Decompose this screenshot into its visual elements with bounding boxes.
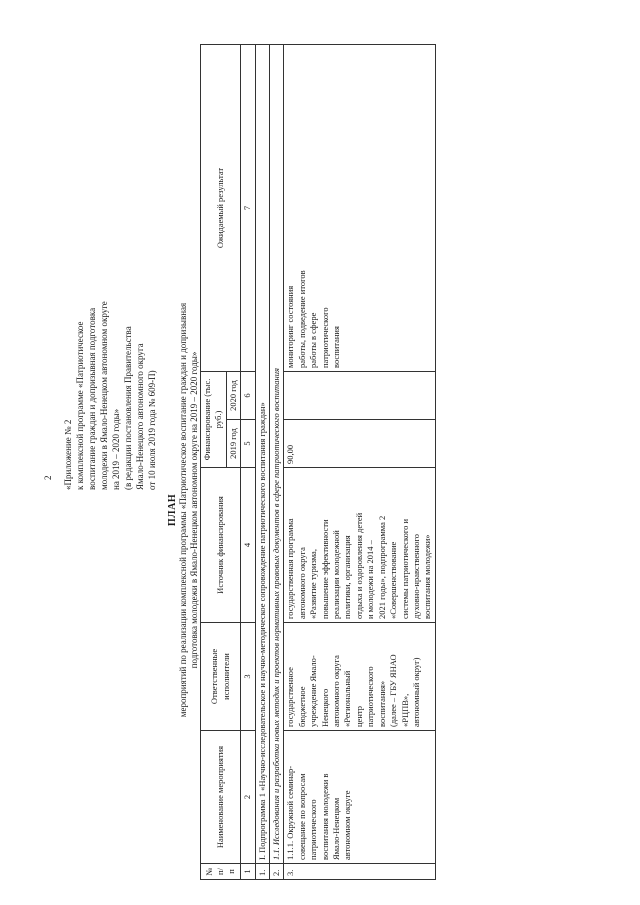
appendix-line: молодежи в Ямало-Ненецком автономном округе — [99, 301, 109, 490]
table-header-row — [201, 45, 227, 880]
cell-line: отдыха и оздоровления детей — [353, 512, 364, 619]
cell-line: реализации молодежной — [331, 530, 342, 619]
plan-heading — [167, 230, 200, 790]
cell-line: «Развитие туризма, — [308, 549, 319, 619]
cell-line: государственное — [285, 667, 296, 727]
table-row — [284, 45, 435, 880]
cell-line: воспитания молодежи в — [319, 773, 330, 860]
cell-line: «Совершенствование — [388, 541, 399, 619]
cell-line: патриотического — [365, 666, 376, 727]
row-number: 1. — [255, 864, 269, 880]
appendix-line: воспитание граждан и допризывная подготовка — [87, 307, 97, 490]
cell-line: духовно-нравственного — [410, 533, 421, 619]
cell-line: работы, подведение итогов — [296, 270, 307, 368]
col-number: 7 — [241, 45, 255, 372]
cell-line: государственная программа — [285, 518, 296, 619]
cell-line: системы патриотического и — [399, 518, 410, 619]
header-year-2019: 2019 год — [226, 420, 240, 468]
cell-line: воспитания» — [376, 680, 387, 727]
plan-subtitle-line1: мероприятий по реализации комплексной программы «Патриотическое воспитание граждан и допризывная — [178, 302, 188, 718]
appendix-block — [62, 35, 158, 490]
row-number: 2. — [270, 864, 284, 880]
col-number: 1 — [241, 864, 255, 880]
cell-line: «РЦПВ», — [399, 693, 410, 727]
cell-line: 2021 годы», подпрограмма 2 — [376, 515, 387, 619]
cell-line: воспитания — [331, 326, 342, 368]
cell-line: автономного округа — [331, 655, 342, 727]
col-number: 6 — [241, 372, 255, 420]
appendix-line: от 10 июля 2019 года № 609-П) — [147, 370, 157, 490]
cell-line: автономный округ) — [410, 657, 421, 727]
cell-line: патриотического — [319, 307, 330, 368]
header-executors: Ответственные исполнители — [201, 623, 241, 731]
col-number: 5 — [241, 420, 255, 468]
result-cell — [284, 45, 435, 372]
column-number-row — [241, 45, 255, 880]
table-row — [270, 45, 284, 880]
cell-line: воспитания молодежи» — [422, 534, 433, 619]
cell-line: 1.1.1. Окружной семинар- — [285, 765, 296, 860]
cell-line: центр — [353, 706, 364, 727]
cell-line: и молодежи на 2014 – — [365, 540, 376, 619]
financing-2020-cell — [284, 372, 435, 420]
rotated-content — [35, 30, 635, 890]
header-result: Ожидаемый результат — [201, 45, 241, 372]
plan-title: ПЛАН — [167, 493, 178, 527]
event-name-cell — [284, 731, 435, 864]
col-number: 4 — [241, 468, 255, 623]
page-number: 2 — [43, 475, 53, 480]
cell-line: совещание по вопросам — [296, 773, 307, 860]
financing-2019-cell: 90,00 — [284, 420, 435, 468]
row-number: 3. — [284, 864, 435, 880]
table-row — [255, 45, 269, 880]
col-number: 3 — [241, 623, 255, 731]
header-source: Источник финансирования — [201, 468, 241, 623]
cell-line: учреждение Ямало- — [308, 655, 319, 727]
header-num: № п/п — [201, 864, 241, 880]
cell-line: Ямало-Ненецком — [331, 797, 342, 860]
header-name: Наименование мероприятия — [201, 731, 241, 864]
col-number: 2 — [241, 731, 255, 864]
appendix-line: (в редакции постановления Правительства — [123, 326, 133, 490]
appendix-line: на 2019 – 2020 годы» — [111, 408, 121, 490]
plan-table — [200, 44, 436, 880]
cell-line: политики, организация — [342, 535, 353, 619]
cell-line: Ненецкого — [319, 688, 330, 727]
appendix-line: Ямало-Ненецкого автономного округа — [135, 343, 145, 490]
cell-line: «Региональный — [342, 670, 353, 727]
cell-line: автономном округе — [342, 790, 353, 860]
appendix-line: «Приложение № 2 — [63, 419, 73, 490]
cell-line: (далее – ГБУ ЯНАО — [388, 654, 399, 727]
cell-line: патриотического — [308, 799, 319, 860]
source-cell — [284, 468, 435, 623]
section-title: 1.1. Исследования и разработка новых методик и проектов нормативных правовых документов в сфере патриотического воспитания — [270, 45, 284, 864]
cell-line: мониторинг состояния — [285, 285, 296, 368]
cell-line: бюджетное — [296, 686, 307, 727]
cell-line: повышение эффективности — [319, 519, 330, 619]
appendix-line: к комплексной программе «Патриотическое — [75, 321, 85, 490]
cell-line: работы в сфере — [308, 312, 319, 368]
header-year-2020: 2020 год — [226, 372, 240, 420]
header-financing: Финансирование (тыс. руб.) — [201, 372, 227, 468]
cell-line: автономного округа — [296, 547, 307, 619]
plan-subtitle-line2: подготовка молодежи в Ямало-Ненецком автономном округе на 2019 – 2020 годы» — [189, 351, 199, 669]
subprogram-title: I. Подпрограмма 1 «Научно-исследовательское и научно-методическое сопровождение патриотического воспитания граждан» — [255, 45, 269, 864]
executors-cell — [284, 623, 435, 731]
